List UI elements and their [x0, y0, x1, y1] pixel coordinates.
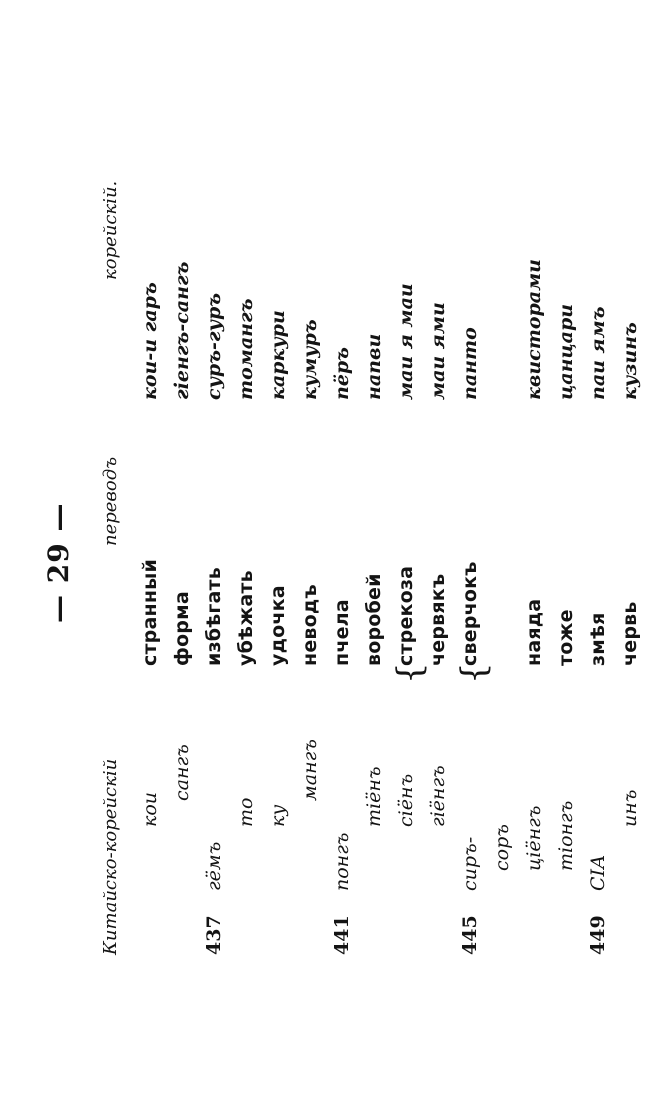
entry-korean: суръ-гуръ	[203, 292, 225, 400]
entry-left: тіёнъ	[363, 766, 385, 827]
entry-left: инъ	[619, 789, 641, 827]
header-translation: переводъ	[100, 456, 121, 546]
entry-korean: маи я маи	[395, 283, 417, 400]
entry-left: 445сиръ-	[459, 836, 481, 955]
entry-korean: томангъ	[235, 298, 257, 400]
entry-translation: червякъ	[427, 573, 449, 666]
entry-translation: убѣжать	[235, 570, 257, 666]
entry-left: кои	[139, 791, 161, 827]
page-number: — 29 —	[42, 502, 75, 623]
entry-translation: неводъ	[299, 584, 321, 666]
entry-translation: змѣя	[587, 612, 609, 666]
entry-left: 437гёмъ	[203, 841, 225, 955]
entry-korean: кузинъ	[619, 322, 641, 400]
brace-symbol: {	[454, 662, 494, 684]
entry-korean	[486, 20, 518, 400]
entry-translation: тоже	[555, 609, 577, 666]
entry-korean: кумуръ	[299, 319, 321, 400]
entry-translation: пчела	[331, 599, 353, 666]
entry-translation: форма	[171, 591, 193, 666]
entry-translation: странный	[139, 558, 161, 666]
entry-korean: квисторами	[523, 259, 545, 400]
entry-korean: цанцари	[555, 303, 577, 400]
entry-korean: пёръ	[331, 346, 353, 400]
entry-left: соръ	[491, 824, 513, 871]
entry-korean: напви	[363, 333, 385, 400]
entry-left: мангъ	[299, 739, 321, 801]
entry-korean: каркури	[267, 310, 289, 400]
brace-symbol: {	[390, 662, 430, 684]
entry-korean: гіенгъ-сангъ	[171, 261, 193, 400]
header-chinese-korean: Китайско-корейскій	[100, 758, 121, 955]
entry-left: сангъ	[171, 744, 193, 801]
entry-translation: удочка	[267, 585, 289, 666]
entry-korean: паи ямъ	[587, 306, 609, 400]
entry-translation: наяда	[523, 598, 545, 666]
column-korean	[134, 20, 646, 400]
entry-korean: панто	[459, 327, 481, 400]
entry-left: то	[235, 797, 257, 827]
entry-left: ціёнгъ	[523, 805, 545, 871]
header-korean: корейскій.	[100, 180, 121, 280]
column-translation	[134, 506, 646, 666]
entry-left: тіонгъ	[555, 800, 577, 871]
entry-translation: избѣгать	[203, 567, 225, 666]
entry-left: 441понгъ	[331, 832, 353, 955]
entry-left: 449СІА	[587, 854, 609, 955]
entry-translation	[486, 506, 518, 666]
entry-left: сіёнъ	[395, 773, 417, 827]
entry-translation: червь	[619, 601, 641, 666]
entry-translation: сверчокъ	[459, 561, 481, 666]
entry-korean: маи ями	[427, 302, 449, 400]
entry-translation: воробей	[363, 573, 385, 666]
entry-left: ку	[267, 804, 289, 827]
entry-translation: стрекоза	[395, 565, 417, 666]
entry-left: гіёнгъ	[427, 765, 449, 827]
entry-korean: кои-и гаръ	[139, 282, 161, 400]
